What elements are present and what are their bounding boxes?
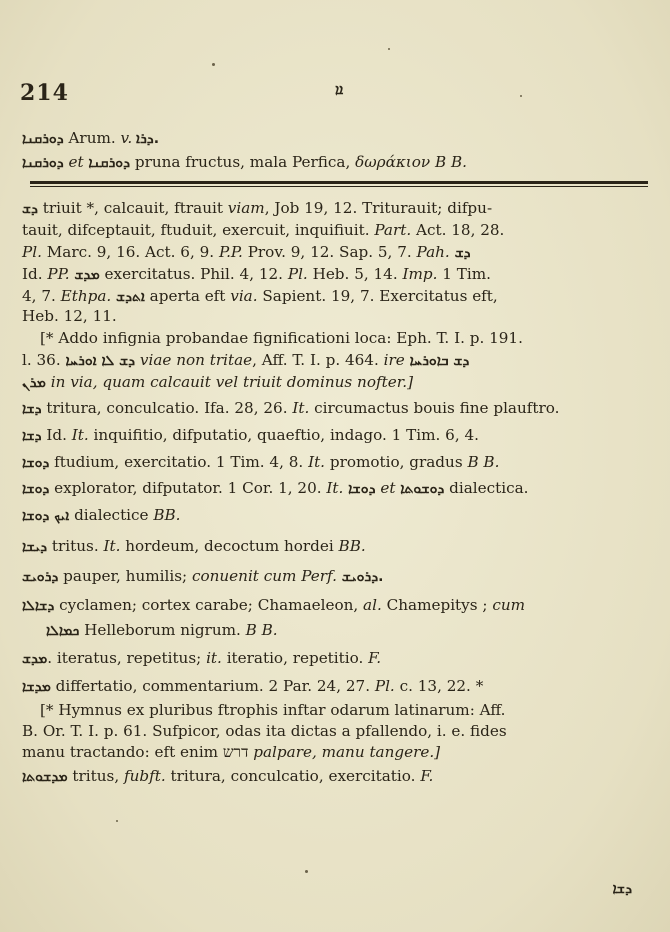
note-line: [* Addo infignia probandae fignificationi loca: Eph. T. I. p. 191. xyxy=(40,329,523,347)
entry-arum xyxy=(22,128,652,149)
entry-main-line: Id. PP. ܡܕܫ exercitatus. Phil. 4, 12. Pl. Heb. 5, 14. Imp. 1 Tim. xyxy=(22,265,491,283)
section-rule-light xyxy=(30,186,648,187)
entry-cyclamen-cont: ܟܡܐܠܐ Helleborum nigrum. B B. xyxy=(46,621,278,639)
note-line: manu tractando: eft enim דרש palpare, manu tangere.] xyxy=(22,743,441,761)
syriac-word: ܡܕܫܘܬܐ xyxy=(22,769,68,785)
syriac-word: ܕܘܫܘܬܐ xyxy=(400,481,445,497)
syriac-word: ܕܘܪܩܢܐ xyxy=(22,155,64,171)
syriac-word: ܕܪܘܝܫ xyxy=(22,569,59,585)
syriac-word: ܐܬܕܫ xyxy=(116,289,145,305)
entry-tritura: ܕܫܐ tritura, conculcatio. Ifa. 28, 26. It. circumactus bouis fine plauftro. xyxy=(22,399,560,417)
paper-speck xyxy=(520,95,522,97)
syriac-word: ܐܝܟ ܕܘܫܐ xyxy=(22,508,70,524)
entry-pruna xyxy=(22,152,652,173)
syriac-word: ܕܪܐ. xyxy=(132,131,160,147)
syriac-word: ܕܘܪܩܢܐ xyxy=(88,155,131,171)
entry-differtatio: ܡܕܫܐ differtatio, commentarium. 2 Par. 24, 27. Pl. c. 13, 22. * xyxy=(22,677,484,695)
text: et xyxy=(63,153,89,171)
entry-main-line: 4, 7. Ethpa. ܐܬܕܫ aperta eft via. Sapient. 19, 7. Exercitatus eft, xyxy=(22,287,498,305)
syriac-word: ܕܪܘܝܫ. xyxy=(341,569,384,585)
entry-main-line: ܕܫ triuit *, calcauit, ftrauit viam, Job 19, 12. Triturauit; difpu- xyxy=(22,199,493,217)
syriac-word: ܕܫ ܒܐܘܪܚܐ xyxy=(409,353,470,369)
entry-main-line: tauit, difceptauit, ftuduit, exercuit, inquifiuit. Part. Act. 18, 28. xyxy=(22,221,505,239)
syriac-word: ܡܕܫ xyxy=(22,651,48,667)
note-line: l. 36. ܕܫ ܠܐ ܐܘܪܚܐ viae non tritae, Aff. T. I. p. 464. ire ܕܫ ܒܐܘܪܚܐ xyxy=(22,351,470,369)
page-mark: ܐܐ xyxy=(335,82,344,98)
syriac-word: ܕܘܫܐ xyxy=(22,481,50,497)
syriac-word: ܕܝܫܐ xyxy=(22,539,48,555)
greek-word: δωράκιον xyxy=(355,153,431,171)
note-line: [* Hymnus ex pluribus ftrophis inftar odarum latinarum: Aff. xyxy=(40,701,506,719)
syriac-word: ܕܘܫܐ xyxy=(348,481,376,497)
syriac-word: ܕܘܫܐ xyxy=(22,455,50,471)
syriac-word: ܕܫܐ xyxy=(22,401,42,417)
syriac-word: ܕܫ xyxy=(22,201,38,217)
entry-cyclamen: ܕܫܐܠܐ cyclamen; cortex carabe; Chamaeleon, al. Chamepitys ; cum xyxy=(22,596,526,614)
syriac-word: ܟܡܐܠܐ xyxy=(46,623,80,639)
note-line: ܡܪܢ in via, quam calcauit vel triuit dominus nofter.] xyxy=(22,373,414,391)
abbrev: B B. xyxy=(434,153,467,171)
hebrew-word: דרש xyxy=(222,743,249,761)
paper-speck xyxy=(212,63,215,66)
page-header xyxy=(20,80,640,110)
entry-main-line: Heb. 12, 11. xyxy=(22,307,117,325)
paper-speck xyxy=(388,48,390,50)
syriac-word: ܡܕܫ xyxy=(74,267,100,283)
text: Arum. xyxy=(63,129,121,147)
syriac-word: ܕܫܐܠܐ xyxy=(22,598,55,614)
syriac-word: ܕܘܪܩܢܐ xyxy=(22,131,64,147)
entry-iteratus: ܡܕܫ. iteratus, repetitus; it. iteratio, repetitio. F. xyxy=(22,649,382,667)
page-number: 214 xyxy=(20,80,69,106)
entry-ftudium: ܕܘܫܐ ftudium, exercitatio. 1 Tim. 4, 8. It. promotio, gradus B B. xyxy=(22,453,500,471)
entry-main-line: Pl. Marc. 9, 16. Act. 6, 9. P.P. Prov. 9, 12. Sap. 5, 7. Pah. ܕܫ xyxy=(22,243,471,261)
syriac-word: ܕܫ ܠܐ ܐܘܪܚܐ xyxy=(65,353,136,369)
syriac-word: ܡܕܫܐ xyxy=(22,679,51,695)
entry-tritus: ܕܝܫܐ tritus. It. hordeum, decoctum hordei BB. xyxy=(22,537,366,555)
catchword: ܕܫܐ xyxy=(612,881,632,897)
syriac-word: ܕܫܐ xyxy=(22,428,42,444)
paper-speck xyxy=(305,870,308,873)
text: pruna fructus, mala Perfica, xyxy=(130,153,356,171)
entry-explorator: ܕܘܫܐ explorator, difputator. 1 Cor. 1, 20. It. ܕܘܫܐ et ܕܘܫܘܬܐ dialectica. xyxy=(22,479,529,497)
entry-tritus-subft: ܡܕܫܘܬܐ tritus, fubft. tritura, conculcatio, exercitatio. F. xyxy=(22,767,434,785)
section-rule-heavy xyxy=(30,181,648,184)
text: v. xyxy=(120,129,133,147)
entry-inquifitio: ܕܫܐ Id. It. inquifitio, difputatio, quaeftio, indago. 1 Tim. 6, 4. xyxy=(22,426,479,444)
entry-dialectice: ܐܝܟ ܕܘܫܐ dialectice BB. xyxy=(22,506,181,524)
syriac-word: ܕܫ xyxy=(454,245,471,261)
entry-pauper: ܕܪܘܝܫ pauper, humilis; conuenit cum Perf. ܕܪܘܝܫ. xyxy=(22,567,384,585)
note-line: B. Or. T. I. p. 61. Sufpicor, odas ita dictas a pfallendo, i. e. fides xyxy=(22,722,507,740)
paper-speck xyxy=(116,820,118,822)
syriac-word: ܡܪܢ xyxy=(22,375,46,391)
